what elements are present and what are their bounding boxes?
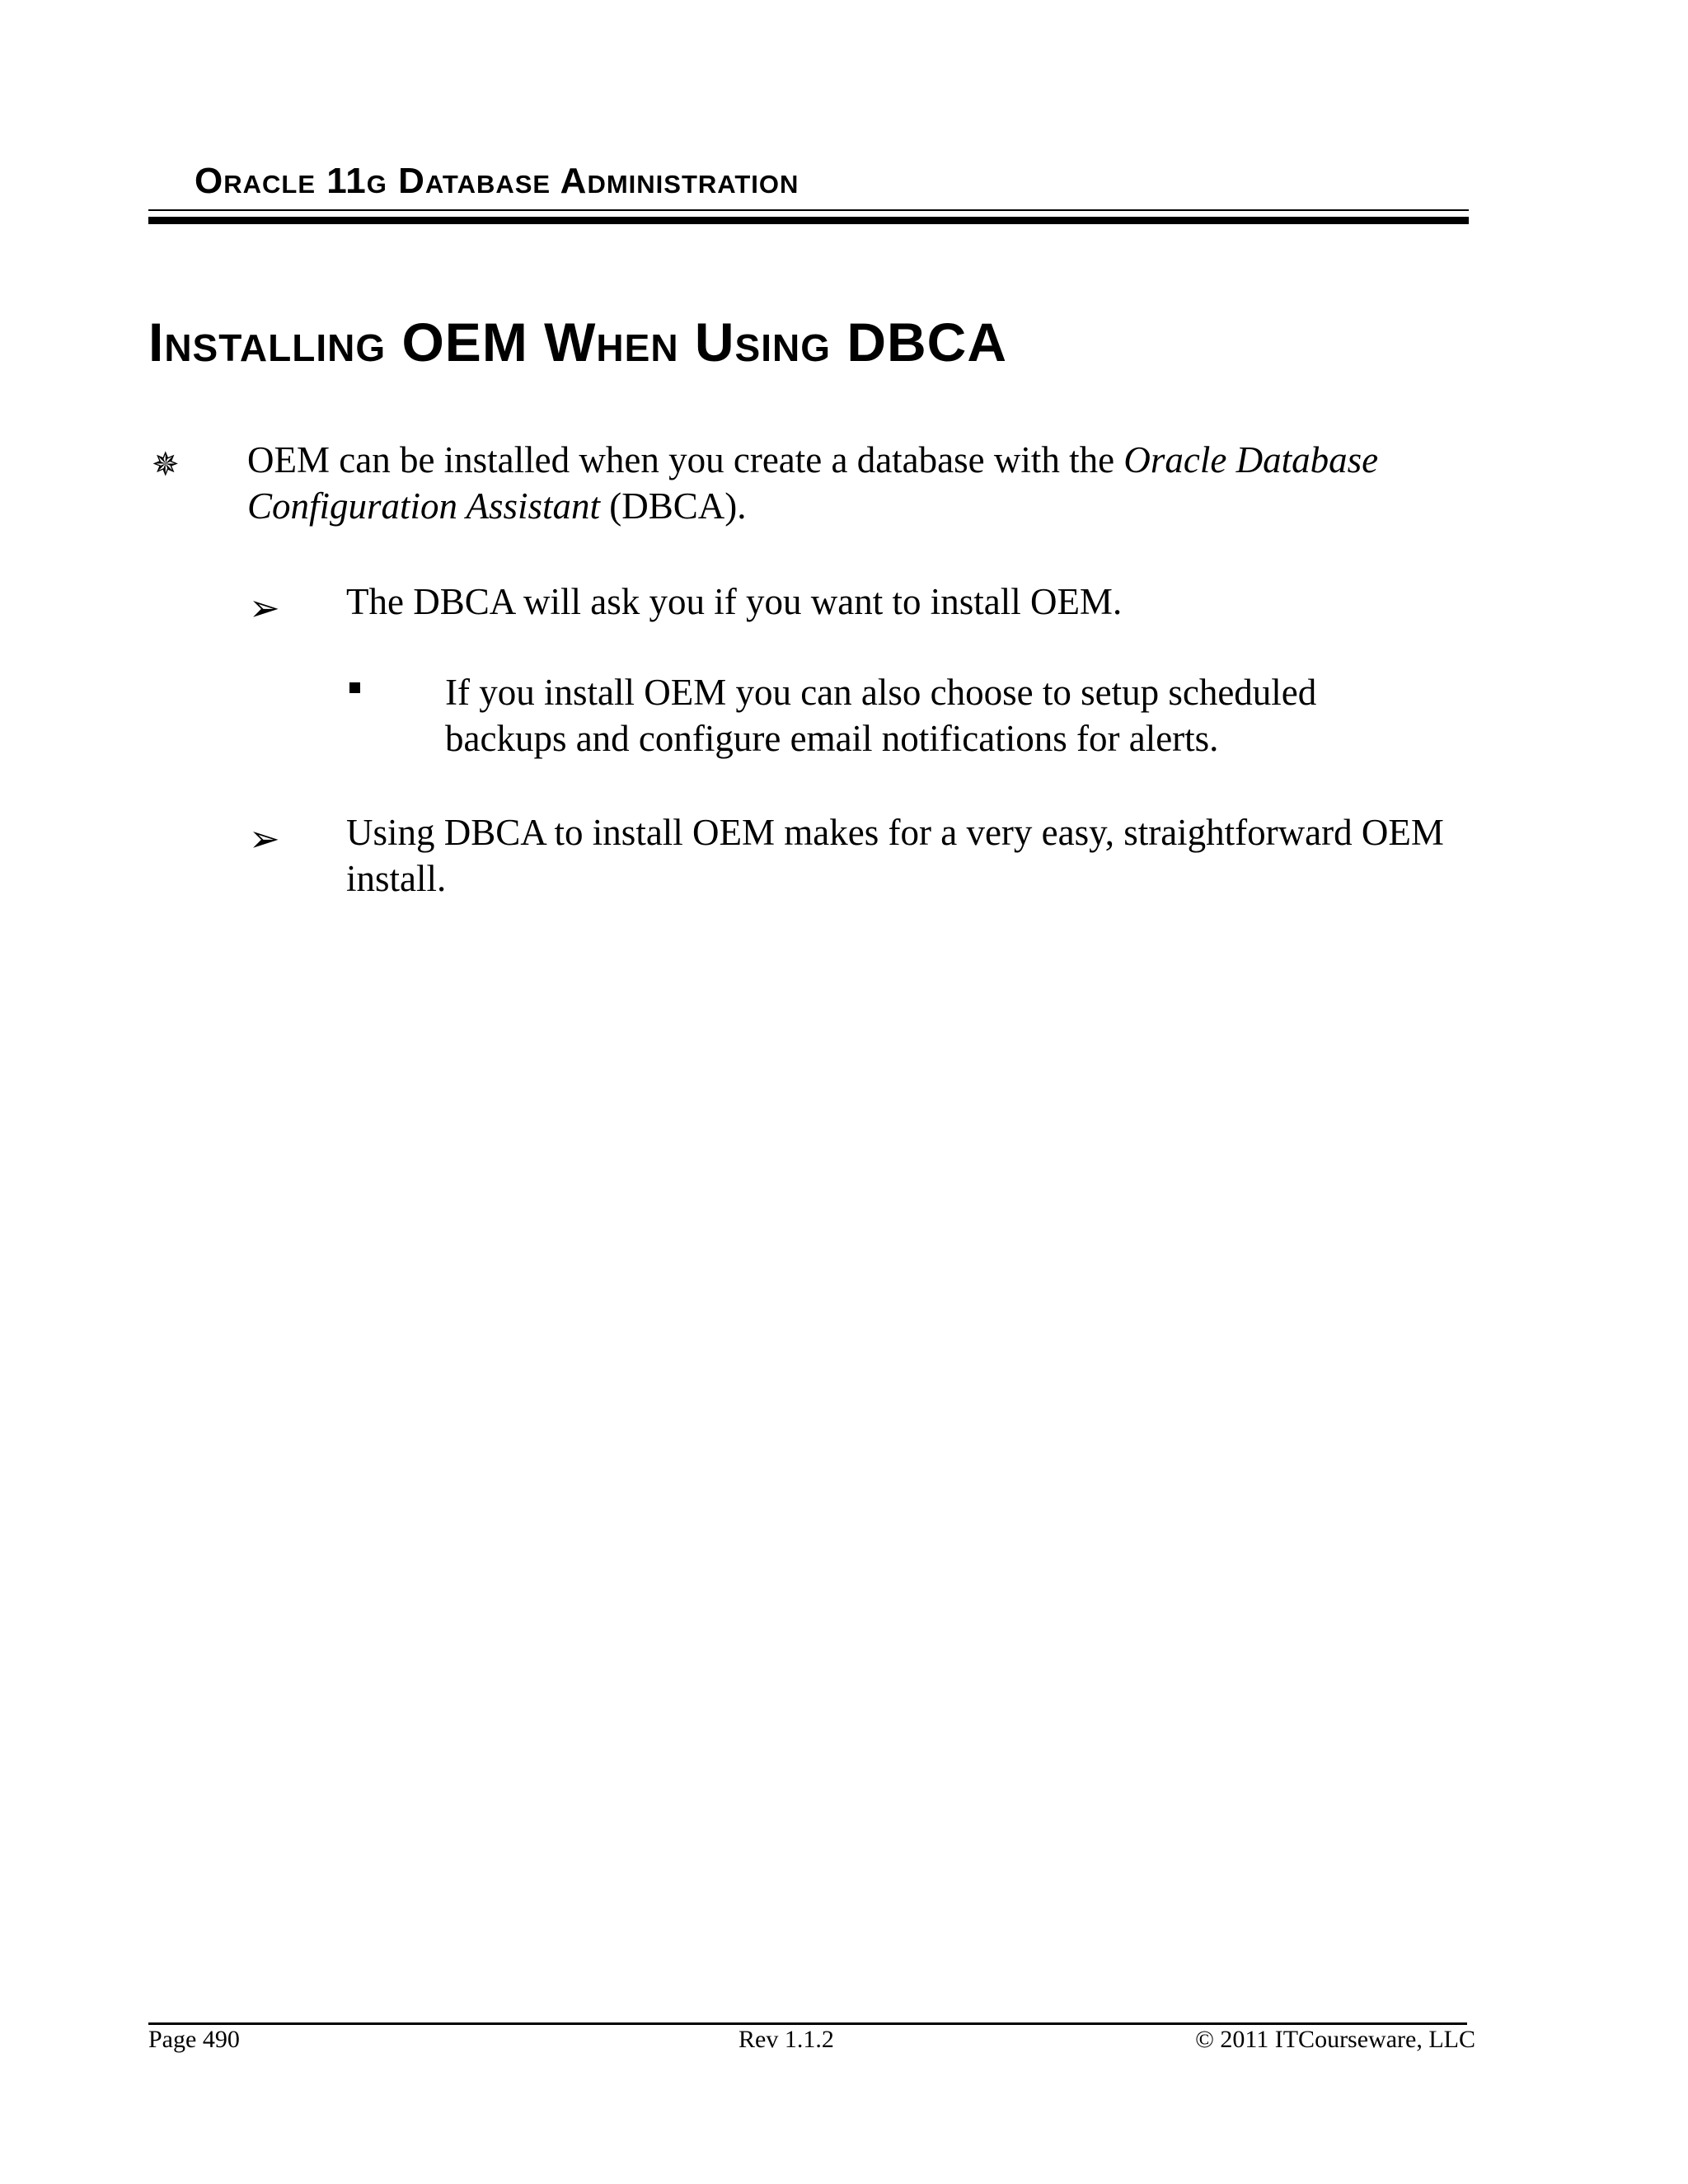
arrow-bullet-icon: ➢ xyxy=(249,818,280,860)
bullet-level1-text xyxy=(247,437,1467,529)
section-title: Installing OEM When Using DBCA xyxy=(148,312,1007,373)
arrow-bullet-icon: ➢ xyxy=(249,588,280,629)
footer-page-number: Page 490 xyxy=(148,2026,240,2053)
bullet-level2-text: Using DBCA to install OEM makes for a very easy, straightforward OEM install. xyxy=(346,812,1444,899)
star-bullet-icon: ✵ xyxy=(152,446,180,484)
square-bullet-icon xyxy=(349,682,360,693)
running-header-title: Oracle 11g Database Administration xyxy=(195,161,799,201)
bullet-text-segment: OEM can be installed when you create a database with the xyxy=(247,439,1124,480)
italic-term: Oracle Database Configuration Assistant xyxy=(247,439,1379,527)
footer-rule xyxy=(148,2022,1467,2025)
header-rule-thin xyxy=(148,209,1469,211)
bullet-level3-text: If you install OEM you can also choose to setup scheduled backups and configure email notifications for alerts. xyxy=(445,672,1317,759)
footer-copyright: © 2011 ITCourseware, LLC xyxy=(1195,2026,1475,2053)
bullet-level2-text: The DBCA will ask you if you want to install OEM. xyxy=(346,581,1123,622)
header-rule-thick xyxy=(148,217,1469,224)
bullet-text-segment: (DBCA). xyxy=(600,485,747,527)
footer-revision: Rev 1.1.2 xyxy=(738,2026,834,2053)
